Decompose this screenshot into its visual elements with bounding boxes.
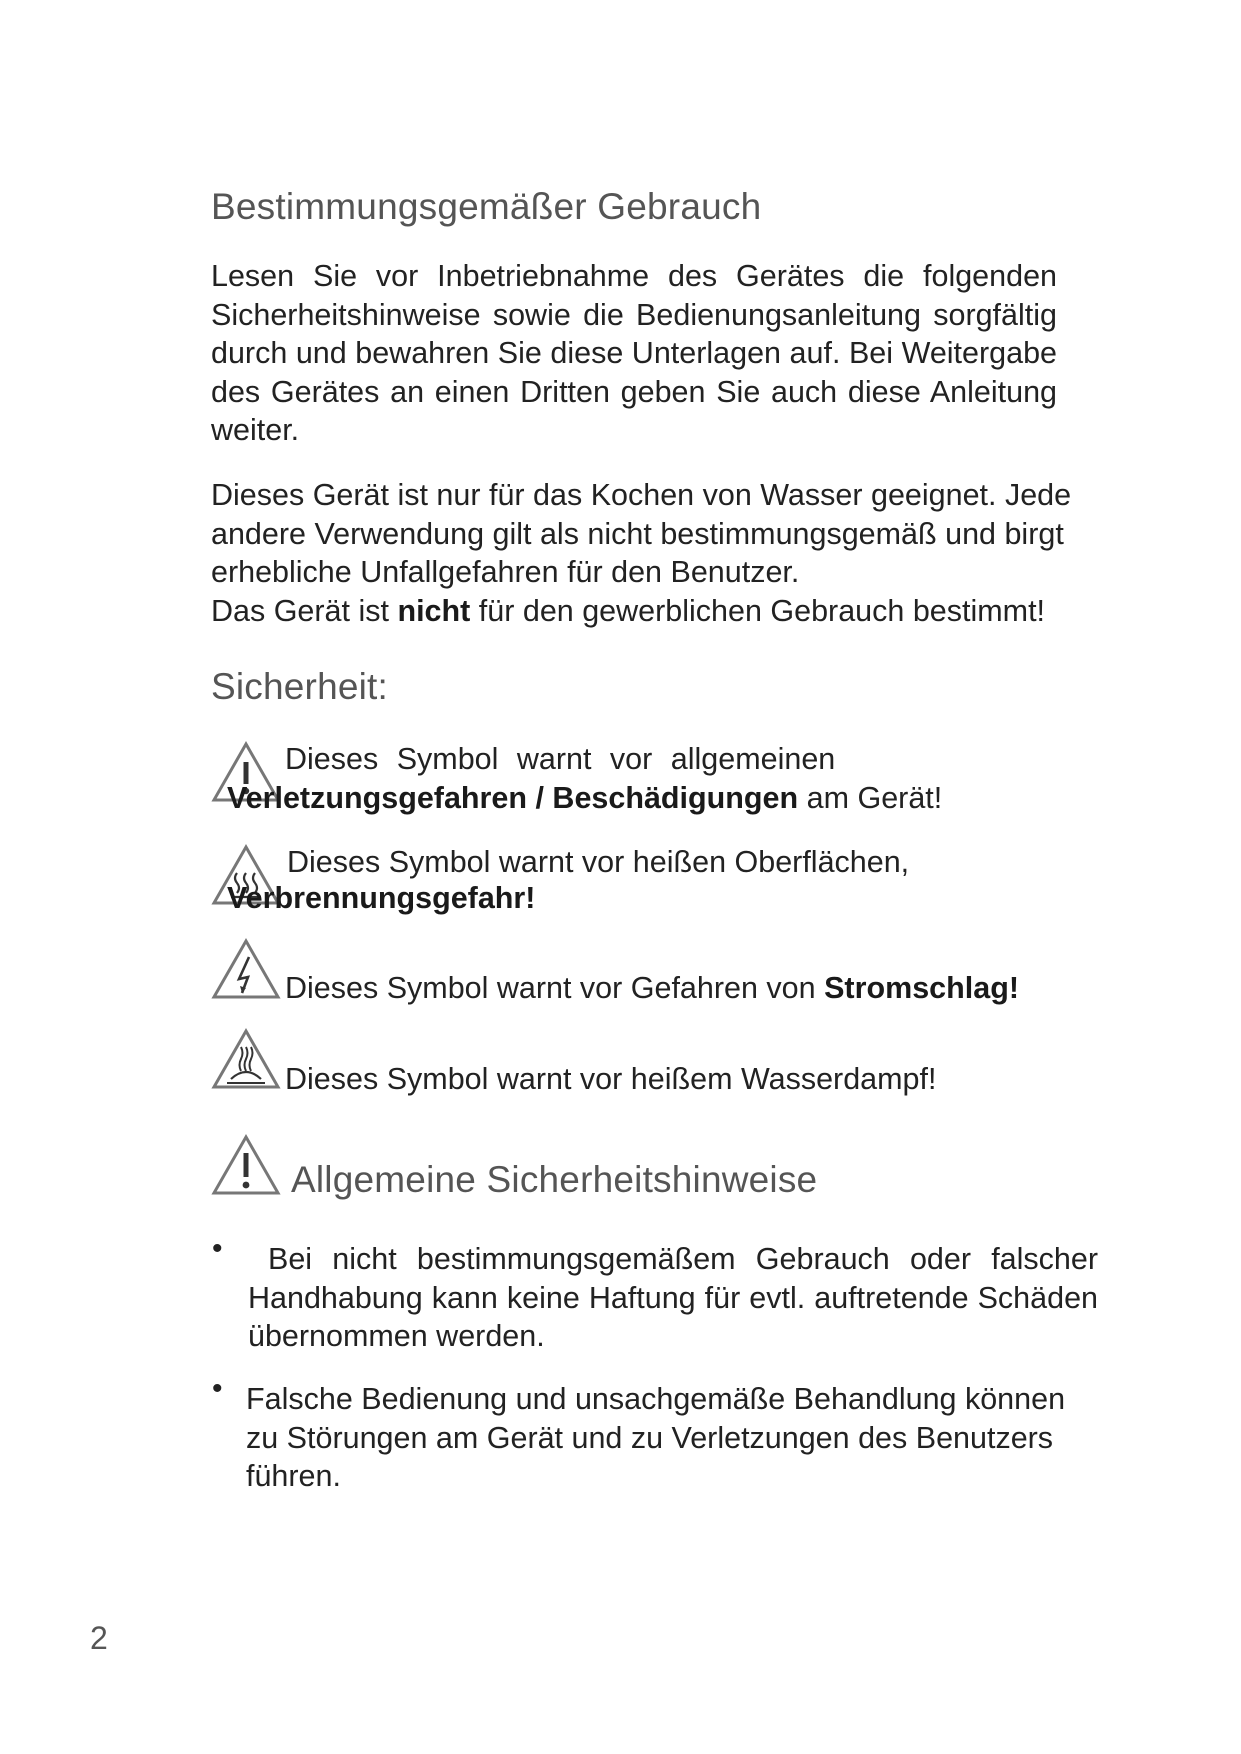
symbol-electric-shock <box>211 937 1111 1017</box>
page-number: 2 <box>90 1620 108 1656</box>
symbol-hot-surface <box>211 843 1111 923</box>
warning-exclamation-icon <box>211 1133 281 1197</box>
hot-steam-icon <box>211 1027 281 1091</box>
symbol-general-warning <box>211 740 1111 820</box>
emphasis-not: nicht <box>397 594 471 628</box>
intended-use-paragraph-2: Dieses Gerät ist nur für das Kochen von Wasser geeignet. Jede andere Verwendung gilt als nicht bestimmungsgemäß und birgt erhebliche Unfallgefahren für den Benutzer. <box>211 478 1072 589</box>
symbol-1-text-line2: Verletzungsgefahren / Beschädigungen am Gerät! <box>227 781 943 815</box>
symbol-2-text-line2: Verbrennungsgefahr! <box>227 881 536 915</box>
bullet-item-2: Falsche Bedienung und unsachgemäße Behandlung können zu Störungen am Gerät und zu Verletzungen des Benutzers führen. <box>246 1382 1066 1493</box>
general-safety-heading: Allgemeine Sicherheitshinweise <box>291 1159 818 1200</box>
symbol-3-text: Dieses Symbol warnt vor Gefahren von Stromschlag! <box>285 971 1019 1005</box>
symbol-1-text-line1: Dieses Symbol warnt vor allgemeinen <box>285 742 836 776</box>
symbol-4-text: Dieses Symbol warnt vor heißem Wasserdampf! <box>285 1062 937 1096</box>
intended-use-paragraph-1: Lesen Sie vor Inbetriebnahme des Gerätes die folgenden Sicherheitshinweise sowie die Bedienungsanleitung sorgfältig durch und bewahren Sie diese Unterlagen auf. Bei Weitergabe des Gerätes an einen Dritten geben Sie auch diese Anleitung weiter. <box>211 259 1057 447</box>
bullet-item-1: Bei nicht bestimmungsgemäßem Gebrauch oder falscher Handhabung kann keine Haftung für evtl. auftretende Schäden übernommen werden. <box>248 1242 1098 1353</box>
symbol-2-text-line1: Dieses Symbol warnt vor heißen Oberflächen, <box>287 845 910 879</box>
symbol-hot-steam <box>211 1027 1111 1107</box>
safety-heading: Sicherheit: <box>211 666 389 707</box>
electric-shock-icon <box>211 937 281 1001</box>
bullet-marker: • <box>212 1232 223 1265</box>
bullet-marker: • <box>212 1372 223 1405</box>
intended-use-paragraph-3: Das Gerät ist nicht für den gewerblichen Gebrauch bestimmt! <box>211 594 1046 628</box>
intended-use-heading: Bestimmungsgemäßer Gebrauch <box>211 186 762 227</box>
general-safety-heading-row <box>211 1133 1111 1203</box>
